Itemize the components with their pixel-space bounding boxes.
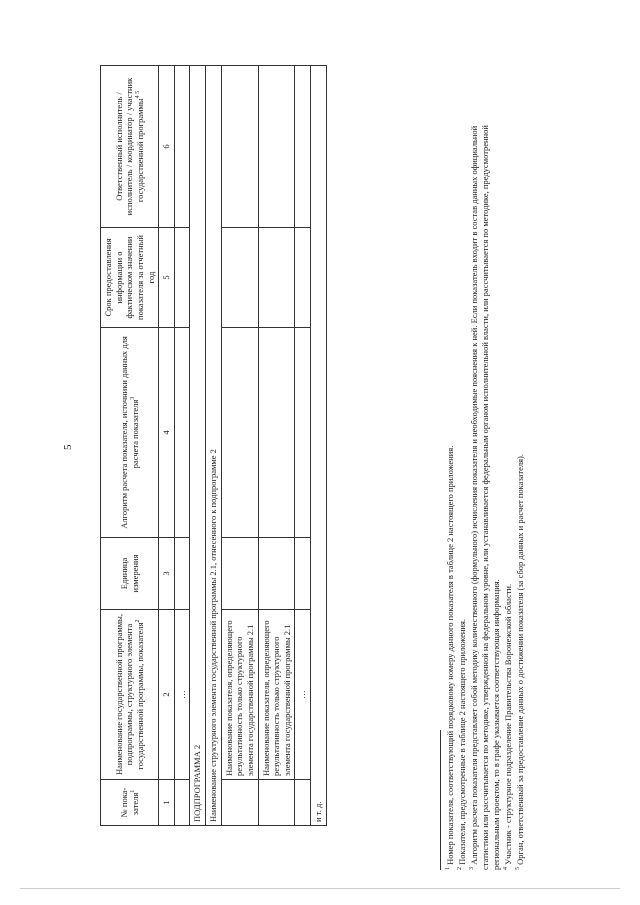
table-row [295, 66, 311, 826]
header-cell: Наименование государственной программы, подпрограммы, структурного элемента государственной программы, показателя$^2$ [101, 610, 159, 780]
table-cell [174, 780, 190, 826]
col-number: 6 [159, 66, 175, 228]
col-number: 2 [159, 610, 175, 780]
footnote: $^3$ Алгоритм расчета показателя представляет собой методику количественного (формульного) исчисления показателя и необходимые пояснения к ней. Если показатель входит в состав данных официальной статистики или рассчитывается по методике, утвержденной на федеральном уровне, или устанавливается федеральным органом исполнительной власти, или рассчитывается по методике, предусмотренной региональным проектом, то в графе указывается соответствующая информация. [469, 125, 502, 870]
header-cell: № пока-зателя$^1$ [101, 780, 159, 826]
table-cell [295, 538, 311, 610]
table-cell [258, 328, 295, 538]
indicator-table [100, 65, 327, 826]
ellipsis-cell: … [295, 610, 311, 780]
col-number: 1 [159, 780, 175, 826]
table-cell [258, 228, 295, 328]
indicator-name-cell: Наименование показателя, определяющего результативность только структурного элемента государственной программы 2.1 [221, 610, 258, 780]
table-cell [295, 228, 311, 328]
table-row [221, 66, 258, 826]
footnote: $^2$ Показатели, предусмотренные в таблице 2 настоящего приложения. [457, 618, 468, 870]
col-number: 4 [159, 328, 175, 538]
indicator-name-cell: Наименование показателя, определяющего результативность только структурного элемента государственной программы 2.1 [258, 610, 295, 780]
table-cell [174, 228, 190, 328]
table-cell [295, 780, 311, 826]
col-number: 3 [159, 538, 175, 610]
table-cell [221, 228, 258, 328]
page-number: 5 [62, 444, 74, 450]
table-row [206, 66, 222, 826]
header-cell: Алгоритм расчета показателя, источники данных для расчета показателя$^3$ [101, 328, 159, 538]
header-cell: Срок предоставления информации о фактическом значении показателя за отчетный год [101, 228, 159, 328]
indicator-table-block [100, 66, 432, 826]
table-row [258, 66, 295, 826]
footnote-divider [440, 730, 441, 870]
table-cell [221, 328, 258, 538]
table-row [311, 66, 327, 826]
table-cell [221, 780, 258, 826]
header-cell: Единица измерения [101, 538, 159, 610]
col-number: 5 [159, 228, 175, 328]
table-cell [174, 328, 190, 538]
subprogram-row: ПОДПРОГРАММА 2 [190, 66, 206, 826]
column-number-row [159, 66, 175, 826]
footnotes-block [440, 110, 580, 870]
table-cell [295, 328, 311, 538]
footnote: $^1$ Номер показателя, соответствующий порядковому номеру данного показателя в таблице 2 настоящего приложения. [445, 445, 455, 870]
scan-edge-line [20, 888, 620, 889]
table-row [174, 66, 190, 826]
etc-row: и т. д. [311, 66, 327, 826]
table-cell [258, 66, 295, 228]
footnote: $^5$ Орган, ответственный за предоставление данных о достижении показателя (за сбор данных и расчет показателя). [515, 454, 526, 870]
table-row [190, 66, 206, 826]
ellipsis-cell: … [174, 610, 190, 780]
table-cell [258, 538, 295, 610]
table-cell [174, 538, 190, 610]
footnote: $^4$ Участник - структурное подразделение Правительства Воронежской области. [503, 583, 514, 870]
table-cell [221, 538, 258, 610]
table-cell [295, 66, 311, 228]
table-cell [174, 66, 190, 228]
table-cell [221, 66, 258, 228]
structural-element-row: Наименование структурного элемента государственной программы 2.1, отнесенного к подпрограмме 2 [206, 66, 222, 826]
table-cell [258, 780, 295, 826]
header-cell: Ответственный исполнитель / исполнитель / координатор / участник государственной программы$^{4 5}$ [101, 66, 159, 228]
table-header-row [101, 66, 159, 826]
